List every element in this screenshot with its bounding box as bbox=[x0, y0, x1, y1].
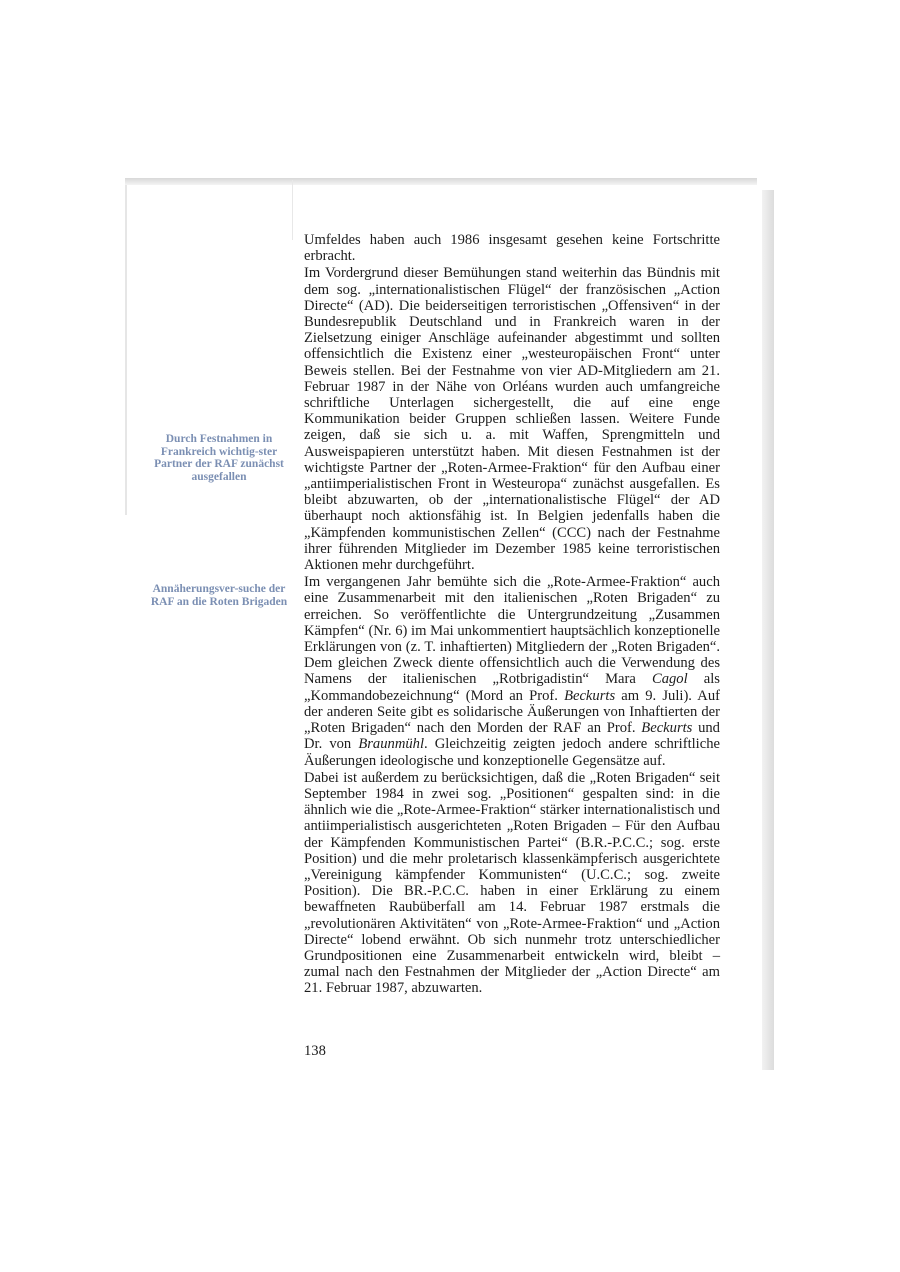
scan-edge-right bbox=[762, 190, 774, 1070]
margin-note-annaeherung: Annäherungsver-suche der RAF an die Roten Brigaden bbox=[150, 583, 288, 608]
page-number: 138 bbox=[304, 1043, 326, 1059]
scan-fold-line bbox=[292, 180, 293, 240]
margin-note-festnahmen: Durch Festnahmen in Frankreich wichtig-ster Partner der RAF zunächst ausgefallen bbox=[154, 433, 284, 483]
scan-edge-left bbox=[125, 185, 127, 515]
paragraph-4: Dabei ist außerdem zu berücksichtigen, daß die „Roten Brigaden“ seit September 1984 in zwei sog. „Positionen“ gespalten sind: in die ähnlich wie die „Rote-Armee-Fraktion“ stärker internationalistisch und antiimperialistisch ausgerichteten „Roten Brigaden – Für den Aufbau der Kämpfenden Kommunistischen Partei“ (B.R.-P.C.C.; sog. erste Position) und die mehr proletarisch klassenkämpferisch ausgerichtete „Vereinigung kämpfender Kommunisten“ (U.C.C.; sog. zweite Position). Die BR.-P.C.C. haben in einer Erklärung zu einem bewaffneten Raubüberfall am 14. Februar 1987 erstmals die „revolutionären Aktivitäten“ von „Rote-Armee-Fraktion“ und „Action Directe“ lobend erwähnt. Ob sich nunmehr trotz unterschiedlicher Grundpositionen eine Zusammenarbeit entwickeln wird, bleibt – zumal nach den Festnahmen der Mitglieder der „Action Directe“ am 21. Februar 1987, abzuwarten. bbox=[304, 769, 720, 997]
body-text bbox=[304, 232, 720, 997]
paragraph-2: Im Vordergrund dieser Bemühungen stand weiterhin das Bündnis mit dem sog. „internationalistischen Flügel“ der französischen „Action Directe“ (AD). Die beiderseitigen terroristischen „Offensiven“ in der Bundesrepublik Deutschland und in Frankreich waren in der Zielsetzung einiger Anschläge aufeinander abgestimmt und sollten offensichtlich die Existenz einer „westeuropäischen Front“ unter Beweis stellen. Bei der Festnahme von vier AD-Mitgliedern am 21. Februar 1987 in der Nähe von Orléans wurden auch umfangreiche schriftliche Unterlagen sichergestellt, die auf eine enge Kommunikation beider Gruppen schließen lassen. Weitere Funde zeigen, daß sie sich u. a. mit Waffen, Sprengmitteln und Ausweispapieren unterstützt haben. Mit diesen Festnahmen ist der wichtigste Partner der „Roten-Armee-Fraktion“ für den Aufbau einer „antiimperialistischen Front in Westeuropa“ zunächst ausgefallen. Es bleibt abzuwarten, ob der „internationalistische Flügel“ der AD überhaupt noch aktionsfähig ist. In Belgien jedenfalls haben die „Kämpfenden kommunistischen Zellen“ (CCC) nach der Festnahme ihrer führenden Mitglieder im Dezember 1985 keine terroristischen Aktionen mehr durchgeführt. bbox=[304, 265, 720, 574]
scan-edge-top bbox=[125, 178, 757, 185]
paragraph-3: Im vergangenen Jahr bemühte sich die „Rote-Armee-Fraktion“ auch eine Zusammenarbeit mit den italienischen „Roten Brigaden“ zu erreichen. So veröffentlichte die Untergrundzeitung „Zusammen Kämpfen“ (Nr. 6) im Mai unkommentiert hauptsächlich konzeptionelle Erklärungen von (z. T. inhaftierten) Mitgliedern der „Roten Brigaden“. Dem gleichen Zweck diente offensichtlich auch die Verwendung des Namens der italienischen „Rotbrigadistin“ Mara Cagol als „Kommandobezeichnung“ (Mord an Prof. Beckurts am 9. Juli). Auf der anderen Seite gibt es solidarische Äußerungen von Inhaftierten der „Roten Brigaden“ nach den Morden der RAF an Prof. Beckurts und Dr. von Braunmühl. Gleichzeitig zeigten jedoch andere schriftliche Äußerungen ideologische und konzeptionelle Gegensätze auf. bbox=[304, 574, 720, 769]
paragraph-1: Umfeldes haben auch 1986 insgesamt gesehen keine Fortschritte erbracht. bbox=[304, 232, 720, 265]
